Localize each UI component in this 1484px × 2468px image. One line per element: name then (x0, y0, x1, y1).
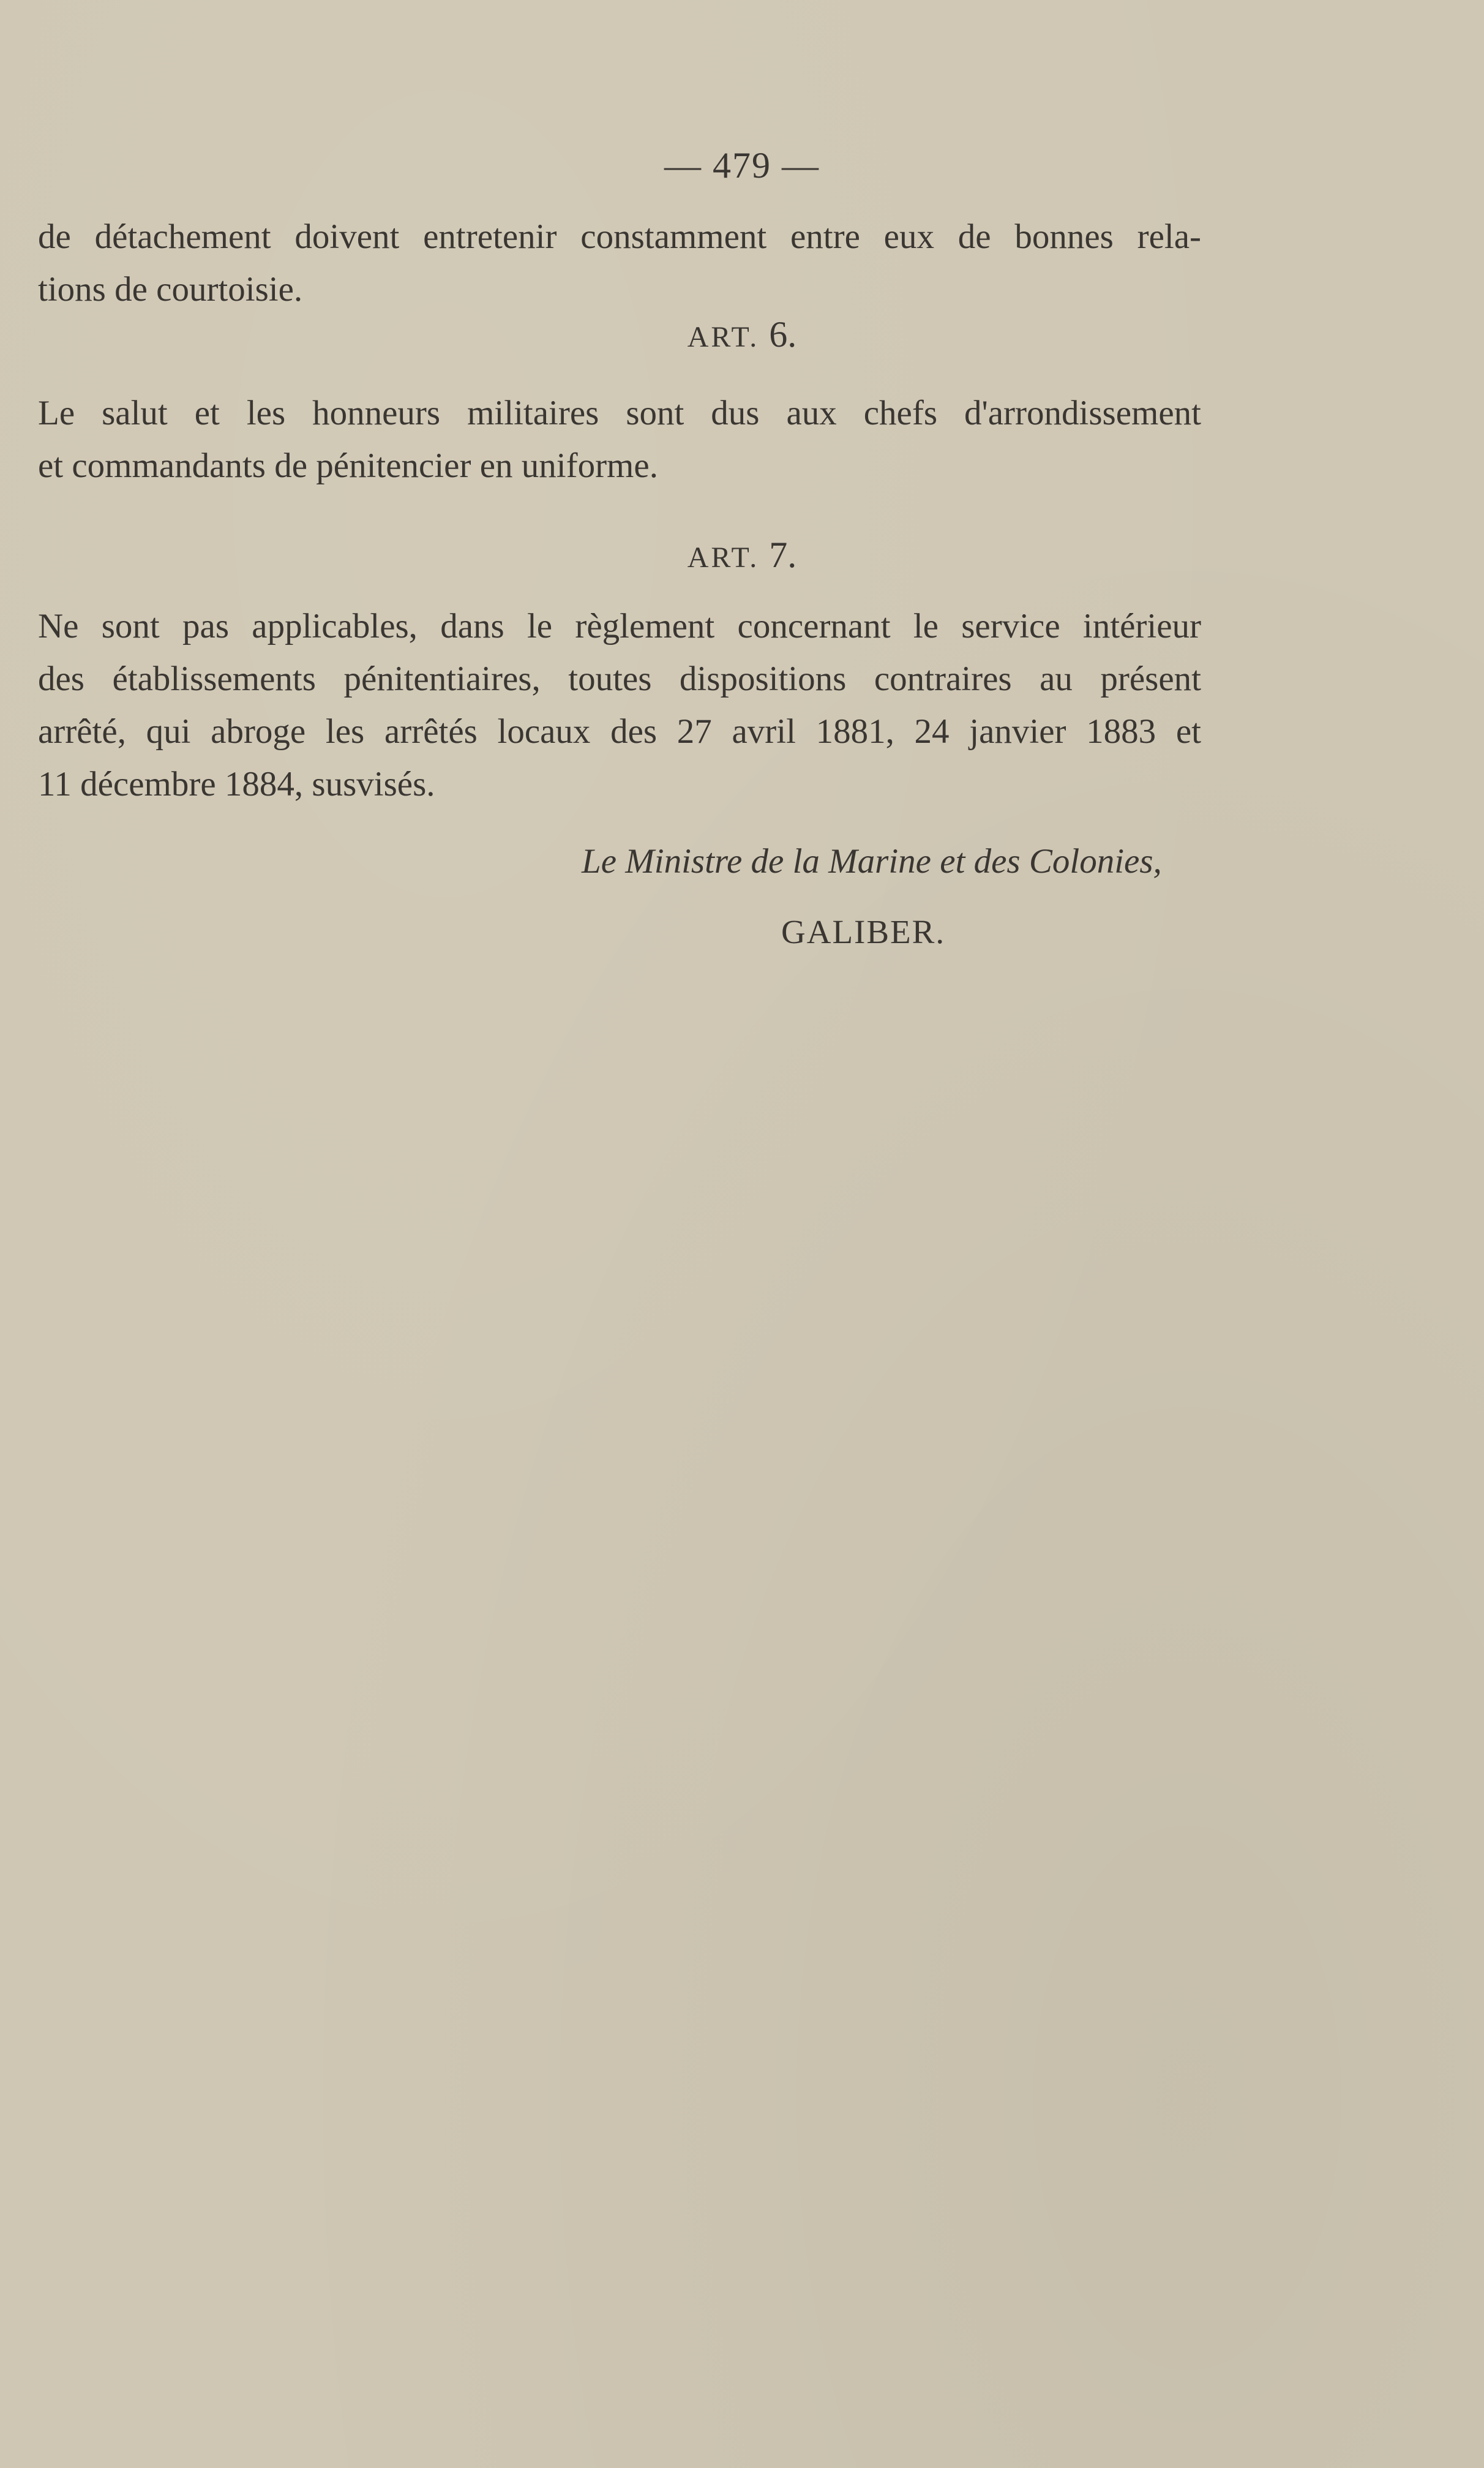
article-label: ART. (687, 321, 760, 353)
signature-title: Le Ministre de la Marine et des Colonies, (582, 842, 1162, 881)
text-line: des établissements pénitentiaires, toutes dispositions contraires au présent (38, 660, 1201, 698)
article-label: ART. (687, 541, 760, 574)
text-line: de détachement doivent entretenir constamment entre eux de bonnes rela- (38, 217, 1201, 256)
article-number: 7. (769, 535, 797, 575)
text-line: Le salut et les honneurs militaires sont dus aux chefs d'arrondissement (38, 394, 1201, 432)
article-6-heading (0, 314, 1484, 356)
article-6-text (38, 387, 1201, 492)
text-line: 11 décembre 1884, susvisés. (38, 765, 435, 803)
text-line: arrêté, qui abroge les arrêtés locaux des 27 avril 1881, 24 janvier 1883 et (38, 712, 1201, 751)
article-number: 6. (769, 314, 797, 355)
paragraph-intro (38, 211, 1201, 316)
article-7-heading (0, 534, 1484, 576)
article-7-text (38, 600, 1201, 811)
text-line: Ne sont pas applicables, dans le règlement concernant le service intérieur (38, 607, 1201, 645)
text-line: et commandants de pénitencier en uniforme. (38, 446, 658, 485)
signature-name: GALIBER. (781, 913, 946, 950)
page-number: — 479 — (664, 145, 820, 186)
text-line: tions de courtoisie. (38, 270, 303, 309)
